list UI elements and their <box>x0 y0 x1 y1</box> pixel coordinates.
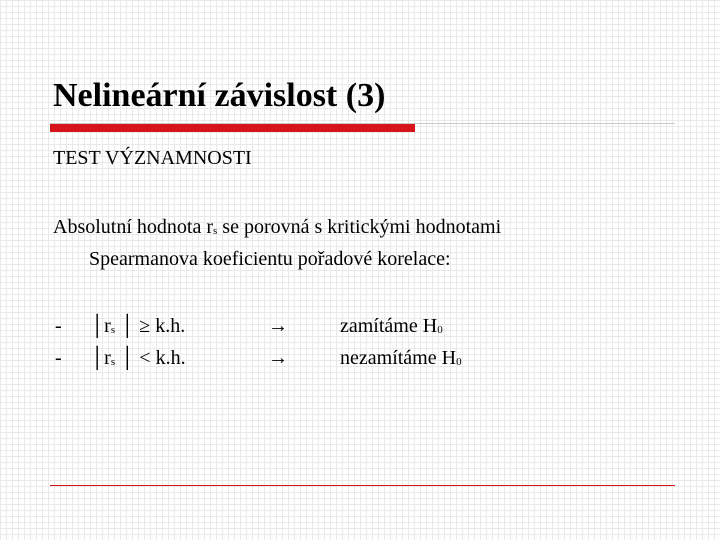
rule-bullet: - <box>55 347 62 369</box>
slide-title: Nelineární závislost (3) <box>53 77 386 114</box>
rule-abs-left: │r <box>90 347 111 369</box>
rule-result-subscript: 0 <box>456 356 462 368</box>
paragraph-subscript: s <box>213 225 218 237</box>
right-arrow-icon: → <box>268 347 288 369</box>
rule-row-accept <box>0 343 720 373</box>
title-accent-bar <box>50 124 415 132</box>
rule-abs-left: │r <box>90 315 111 337</box>
right-arrow-icon: → <box>268 315 288 337</box>
rule-condition <box>90 311 185 344</box>
subtitle: TEST VÝZNAMNOSTI <box>53 147 252 169</box>
paragraph-text-after: se porovná s kritickými hodnotami <box>217 216 502 238</box>
rule-row-reject <box>0 311 720 341</box>
rule-subscript: s <box>110 324 116 336</box>
rule-subscript: s <box>110 356 116 368</box>
bottom-divider <box>50 485 675 486</box>
rule-abs-right: │ <box>120 315 135 337</box>
rule-relation: < k.h. <box>139 347 186 369</box>
paragraph <box>53 213 693 274</box>
paragraph-text-before: Absolutní hodnota r <box>53 216 213 238</box>
rule-result-subscript: 0 <box>437 324 443 336</box>
rule-abs-right: │ <box>120 347 135 369</box>
rule-result-text: zamítáme H <box>340 315 438 337</box>
paragraph-line-2: Spearmanova koeficientu pořadové korelace: <box>89 248 451 270</box>
rule-result-text: nezamítáme H <box>340 347 457 369</box>
rule-bullet: - <box>55 315 62 337</box>
rule-condition <box>90 343 186 376</box>
rule-result <box>340 311 443 344</box>
rule-result <box>340 343 462 376</box>
rule-relation: ≥ k.h. <box>139 315 186 337</box>
